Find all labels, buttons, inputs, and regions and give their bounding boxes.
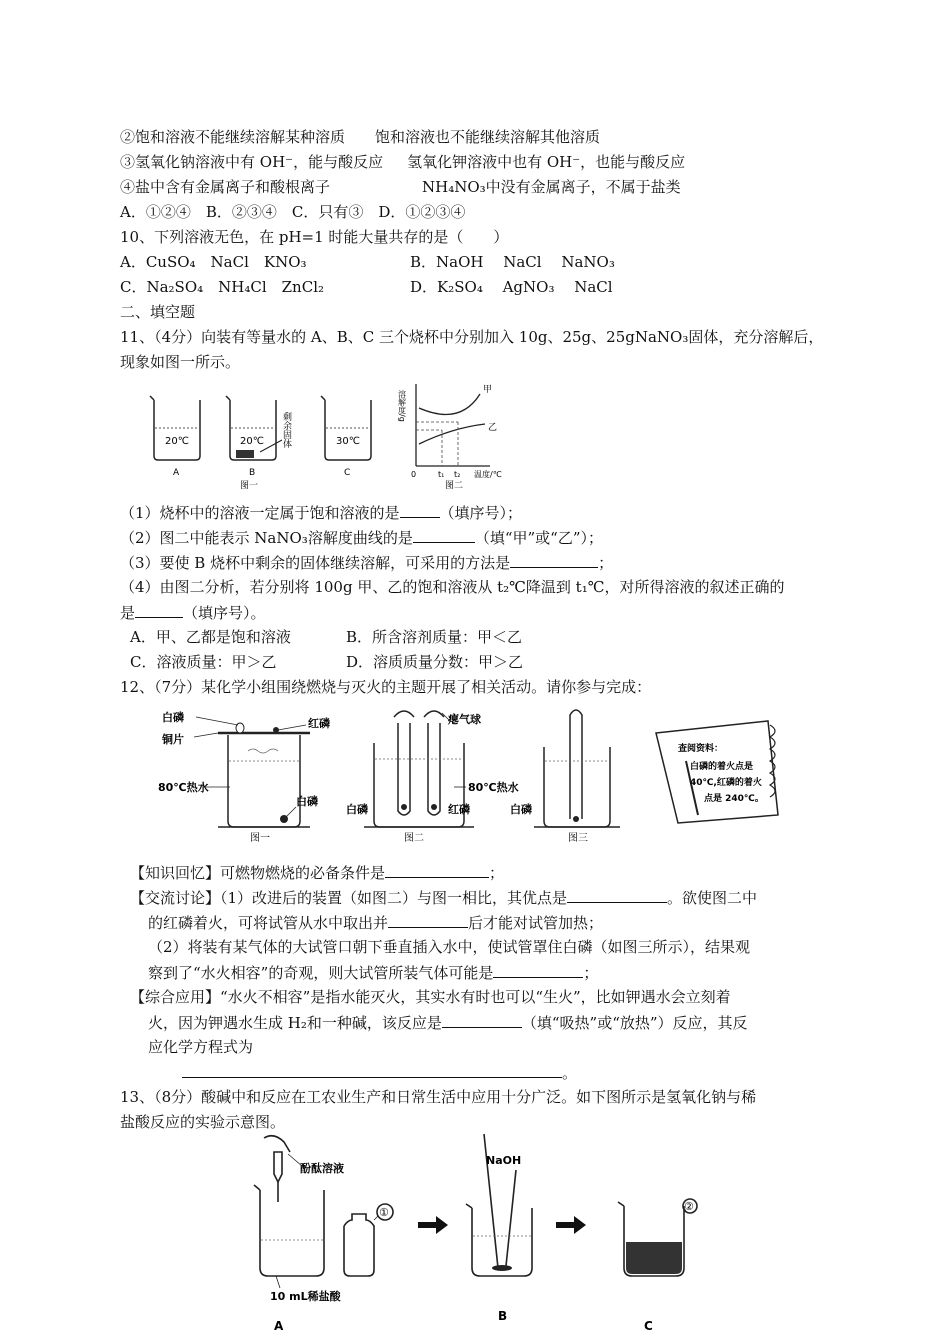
q13-stem-line1: 13、（8分）酸碱中和反应在工农业生产和日常生活中应用十分广泛。如下图所示是氢氧化钠与稀 [120,1088,757,1106]
q11-option-b: B．所含溶剂质量：甲＜乙 [346,628,523,646]
figure-2-caption: 图二 [445,481,464,490]
ref-line-3: 点是 240℃。 [704,794,764,804]
answer-blank[interactable] [182,1062,562,1078]
origin-label: 0 [411,470,417,479]
q12-discussion-1-cont: 的红磷着火，可将试管从水中取出并 后才能对试管加热； [148,914,604,932]
ref-title: 查阅资料： [678,744,724,754]
label-indicator: 酚酞溶液 [300,1162,344,1175]
solubility-chart [416,384,493,466]
q10-option-c: C．Na₂SO₄ NH₄Cl ZnCl₂ [120,278,325,296]
q10-option-d: D．K₂SO₄ AgNO₃ NaCl [410,278,613,296]
beaker-a-temp: 20℃ [165,436,189,447]
label-red-p-2: 红磷 [448,803,470,816]
q11-stem-line1: 11、（4分）向装有等量水的 A、B、C 三个烧杯中分别加入 10g、25g、25gNaNO₃固体，充分溶解后， [120,328,824,346]
q12-discussion-2-cont: 察到了“水火相容”的奇观，则大试管所装气体可能是 ； [148,964,599,982]
residue-label: 剩余固体 [281,412,291,448]
beaker-a-label: A [173,468,180,478]
figure-caption-1: 图一 [250,833,270,844]
q11-part-2: （2）图二中能表示 NaNO₃溶解度曲线的是 （填“甲”或“乙”）； [120,529,604,547]
q11-figures [140,378,560,490]
q11-part-1: （1）烧杯中的溶液一定属于饱和溶液的是 （填序号）； [120,504,523,522]
label-white-p-4: 白磷 [510,803,532,816]
q11-option-c: C．溶液质量：甲＞乙 [130,653,277,671]
section-heading: 二、填空题 [120,303,196,321]
q12-equation-line: 。 [182,1062,577,1083]
answer-blank[interactable] [442,1012,522,1028]
label-hot-water: 80℃热水 [158,781,209,794]
answer-blank[interactable] [400,502,440,518]
arrow-icon [556,1216,586,1234]
q12-knowledge: 【知识回忆】可燃物燃烧的必备条件是 ； [130,864,505,882]
q11-option-a: A．甲、乙都是饱和溶液 [130,628,291,646]
q9-statement-3: ③氢氧化钠溶液中有 OH⁻，能与酸反应 氢氧化钾溶液中也有 OH⁻，也能与酸反应 [120,153,686,171]
figure-1-caption: 图一 [240,481,259,490]
t2-label: t₂ [454,470,461,479]
q10-stem: 10、下列溶液无色，在 pH=1 时能大量共存的是（ ） [120,228,509,246]
q12-equation-label: 应化学方程式为 [148,1038,254,1056]
label-step-a: A [274,1319,284,1333]
solution-fill [626,1242,682,1274]
q13-figure [240,1130,720,1335]
label-copper: 铜片 [162,733,184,746]
label-balloon: 瘪气球 [448,713,481,726]
answer-blank[interactable] [493,962,583,978]
y-axis-label: 溶解度/g [397,390,407,422]
x-axis-label: 温度/℃ [474,470,502,479]
q11-part-4: （4）由图二分析，若分别将 100g 甲、乙的饱和溶液从 t₂℃降温到 t₁℃，对所得溶液的叙述正确的 [120,578,785,596]
answer-blank[interactable] [567,887,667,903]
figure-caption-3: 图三 [568,833,588,844]
beaker-b-temp: 20℃ [240,436,264,447]
q9-statement-2: ②饱和溶液不能继续溶解某种溶质 饱和溶液也不能继续溶解其他溶质 [120,128,601,146]
q11-part-4-cont: 是 （填序号）。 [120,604,266,622]
curve-yi [419,424,485,444]
arrow-icon [418,1216,448,1234]
q9-statement-4: ④盐中含有金属离子和酸根离子 NH₄NO₃中没有金属离子，不属于盐类 [120,178,681,196]
t1-label: t₁ [438,470,445,479]
label-circle-2: ② [684,1200,694,1213]
label-dilute-acid: 10 mL稀盐酸 [270,1290,341,1303]
answer-blank[interactable] [510,552,598,568]
q11-stem-line2: 现象如图一所示。 [120,353,241,371]
q12-stem: 12、（7分）某化学小组围绕燃烧与灭火的主题开展了相关活动。请你参与完成： [120,678,652,696]
curve-jia [419,394,480,414]
label-white-p-2: 白磷 [296,795,318,808]
q11-option-d: D．溶质质量分数：甲＞乙 [346,653,524,671]
beaker-c-temp: 30℃ [336,436,360,447]
label-naoh: NaOH [486,1154,522,1167]
label-hot-water-2: 80℃热水 [468,781,519,794]
q12-application: 【综合应用】“水火不相容”是指水能灭火，其实水有时也可以“生火”，比如钾遇水会立刻着 [130,988,731,1006]
beaker-b-label: B [249,468,256,478]
residue-solid [236,450,254,458]
q12-application-cont: 火，因为钾遇水生成 H₂和一种碱，该反应是 （填“吸热”或“放热”）反应，其反 [148,1014,748,1032]
label-step-b: B [498,1309,508,1323]
q10-option-b: B．NaOH NaCl NaNO₃ [410,253,615,271]
label-step-c: C [644,1319,653,1333]
q9-options: A．①②④ B．②③④ C．只有③ D．①②③④ [120,203,466,221]
label-white-p: 白磷 [162,711,184,724]
ref-line-2: 40℃,红磷的着火 [690,778,762,788]
q13-stem-line2: 盐酸反应的实验示意图。 [120,1113,286,1131]
q12-discussion-1: 【交流讨论】（1）改进后的装置（如图二）与图一相比，其优点是 。欲使图二中 [130,889,758,907]
answer-blank[interactable] [135,602,183,618]
answer-blank[interactable] [385,862,489,878]
figure-caption-2: 图二 [404,833,424,844]
label-circle-1: ① [379,1206,389,1219]
label-red-p: 红磷 [308,717,330,730]
curve-jia-label: 甲 [483,385,493,395]
label-white-p-3: 白磷 [346,803,368,816]
answer-blank[interactable] [388,912,468,928]
answer-blank[interactable] [413,527,475,543]
beaker-c-label: C [344,468,351,478]
ref-line-1: 白磷的着火点是 [690,762,754,772]
q12-discussion-2: （2）将装有某气体的大试管口朝下垂直插入水中，使试管罩住白磷（如图三所示），结果观 [148,938,751,956]
reference-card [656,721,778,823]
q10-option-a: A．CuSO₄ NaCl KNO₃ [120,253,307,271]
curve-yi-label: 乙 [488,423,498,433]
q12-figures [158,703,838,847]
q11-part-3: （3）要使 B 烧杯中剩余的固体继续溶解，可采用的方法是 ； [120,554,614,572]
